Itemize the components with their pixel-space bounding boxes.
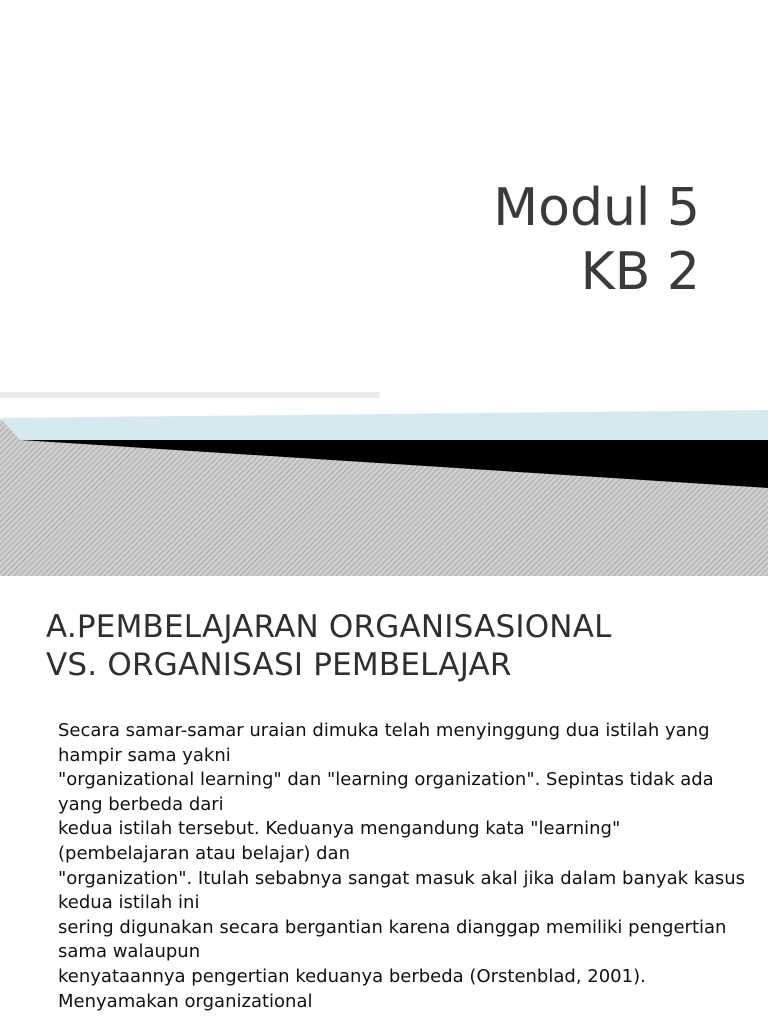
title-line-1: Modul 5 xyxy=(493,178,700,238)
body-line-6: kenyataannya pengertian keduanya berbeda (Orstenblad, 2001). Menyamakan organizational xyxy=(58,965,646,1012)
body-line-3: kedua istilah tersebut. Keduanya mengandung kata "learning" (pembelajaran atau belajar) dan xyxy=(58,818,621,864)
body-line-2: "organizational learning" dan "learning organization". Sepintas tidak ada yang berbeda dari xyxy=(58,769,714,815)
slide-title xyxy=(493,176,700,304)
body-line-4: "organization". Itulah sebabnya sangat masuk akal jika dalam banyak kasus kedua istilah ini xyxy=(58,867,746,914)
content-slide xyxy=(0,576,768,1024)
body-line-1: Secara samar-samar uraian dimuka telah menyinggung dua istilah yang hampir sama yakni xyxy=(58,720,710,766)
decorative-bands xyxy=(0,380,768,576)
heading-line-1: A.PEMBELAJARAN ORGANISASIONAL xyxy=(46,609,612,645)
body-line-5: sering digunakan secara bergantian karena dianggap memiliki pengertian sama walaupun xyxy=(58,916,727,963)
title-line-2: KB 2 xyxy=(580,242,700,302)
section-heading xyxy=(46,608,746,684)
body-paragraph xyxy=(58,719,748,1014)
heading-line-2: VS. ORGANISASI PEMBELAJAR xyxy=(46,647,512,683)
light-blue-band xyxy=(0,410,768,440)
